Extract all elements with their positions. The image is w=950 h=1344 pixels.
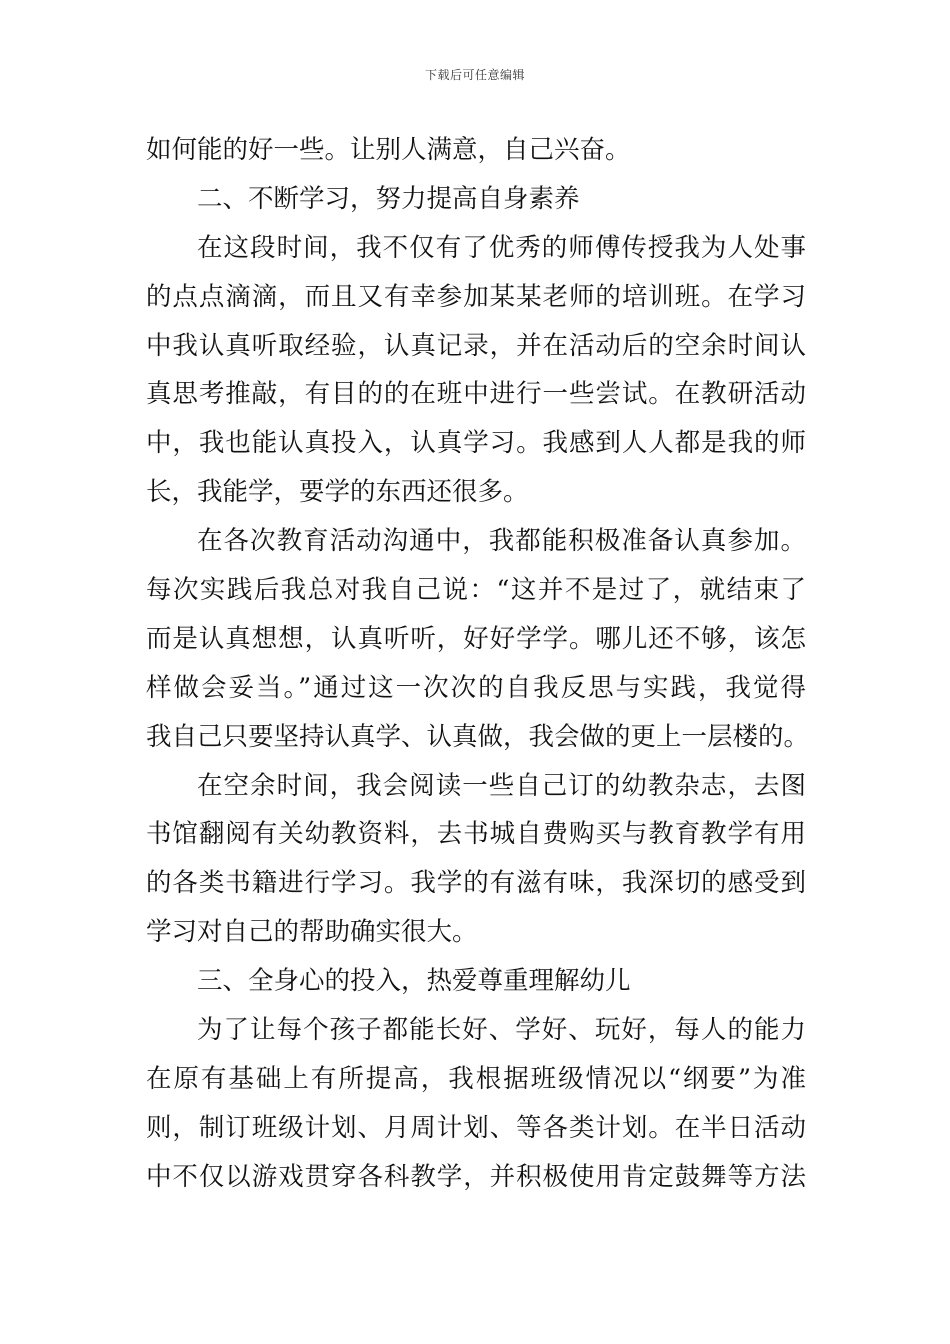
text-line: 长，我能学，要学的东西还很多。 — [146, 477, 529, 508]
text-line: 每次实践后我总对我自己说：“这并不是过了，就结束了 — [146, 575, 806, 606]
text-line: 在空余时间，我会阅读一些自己订的幼教杂志，去图 — [197, 770, 806, 801]
text-line: 学习对自己的帮助确实很大。 — [146, 917, 478, 948]
text-line: 而是认真想想，认真听听，好好学学。哪儿还不够，该怎 — [146, 623, 806, 654]
text-line: 真思考推敲，有目的的在班中进行一些尝试。在教研活动 — [146, 379, 806, 410]
text-line: 书馆翻阅有关幼教资料，去书城自费购买与教育教学有用 — [146, 819, 806, 850]
text-line: 中不仅以游戏贯穿各科教学，并积极使用肯定鼓舞等方法 — [146, 1161, 806, 1192]
text-line: 的各类书籍进行学习。我学的有滋有味，我深切的感受到 — [146, 868, 806, 899]
text-line: 样做会妥当。”通过这一次次的自我反思与实践，我觉得 — [146, 672, 806, 703]
text-line: 中我认真听取经验，认真记录，并在活动后的空余时间认 — [146, 330, 806, 361]
text-line: 如何能的好一些。让别人满意，自己兴奋。 — [146, 135, 631, 165]
section-heading: 二、不断学习，努力提高自身素养 — [197, 183, 580, 214]
text-line: 我自己只要坚持认真学、认真做，我会做的更上一层楼的。 — [146, 721, 810, 752]
body-text — [146, 126, 810, 1202]
text-line: 则，制订班级计划、月周计划、等各类计划。在半日活动 — [146, 1112, 806, 1143]
section-heading: 三、全身心的投入，热爱尊重理解幼儿 — [197, 966, 631, 997]
text-line: 在原有基础上有所提高，我根据班级情况以“纲要”为准 — [146, 1063, 806, 1094]
text-line: 在各次教育活动沟通中，我都能积极准备认真参加。 — [197, 526, 806, 557]
text-line: 的点点滴滴，而且又有幸参加某某老师的培训班。在学习 — [146, 281, 806, 312]
text-line: 在这段时间，我不仅有了优秀的师傅传授我为人处事 — [197, 232, 806, 263]
text-line: 为了让每个孩子都能长好、学好、玩好，每人的能力 — [197, 1015, 806, 1046]
page-header: 下载后可任意编辑 — [424, 68, 525, 82]
text-line: 中，我也能认真投入，认真学习。我感到人人都是我的师 — [146, 428, 806, 459]
